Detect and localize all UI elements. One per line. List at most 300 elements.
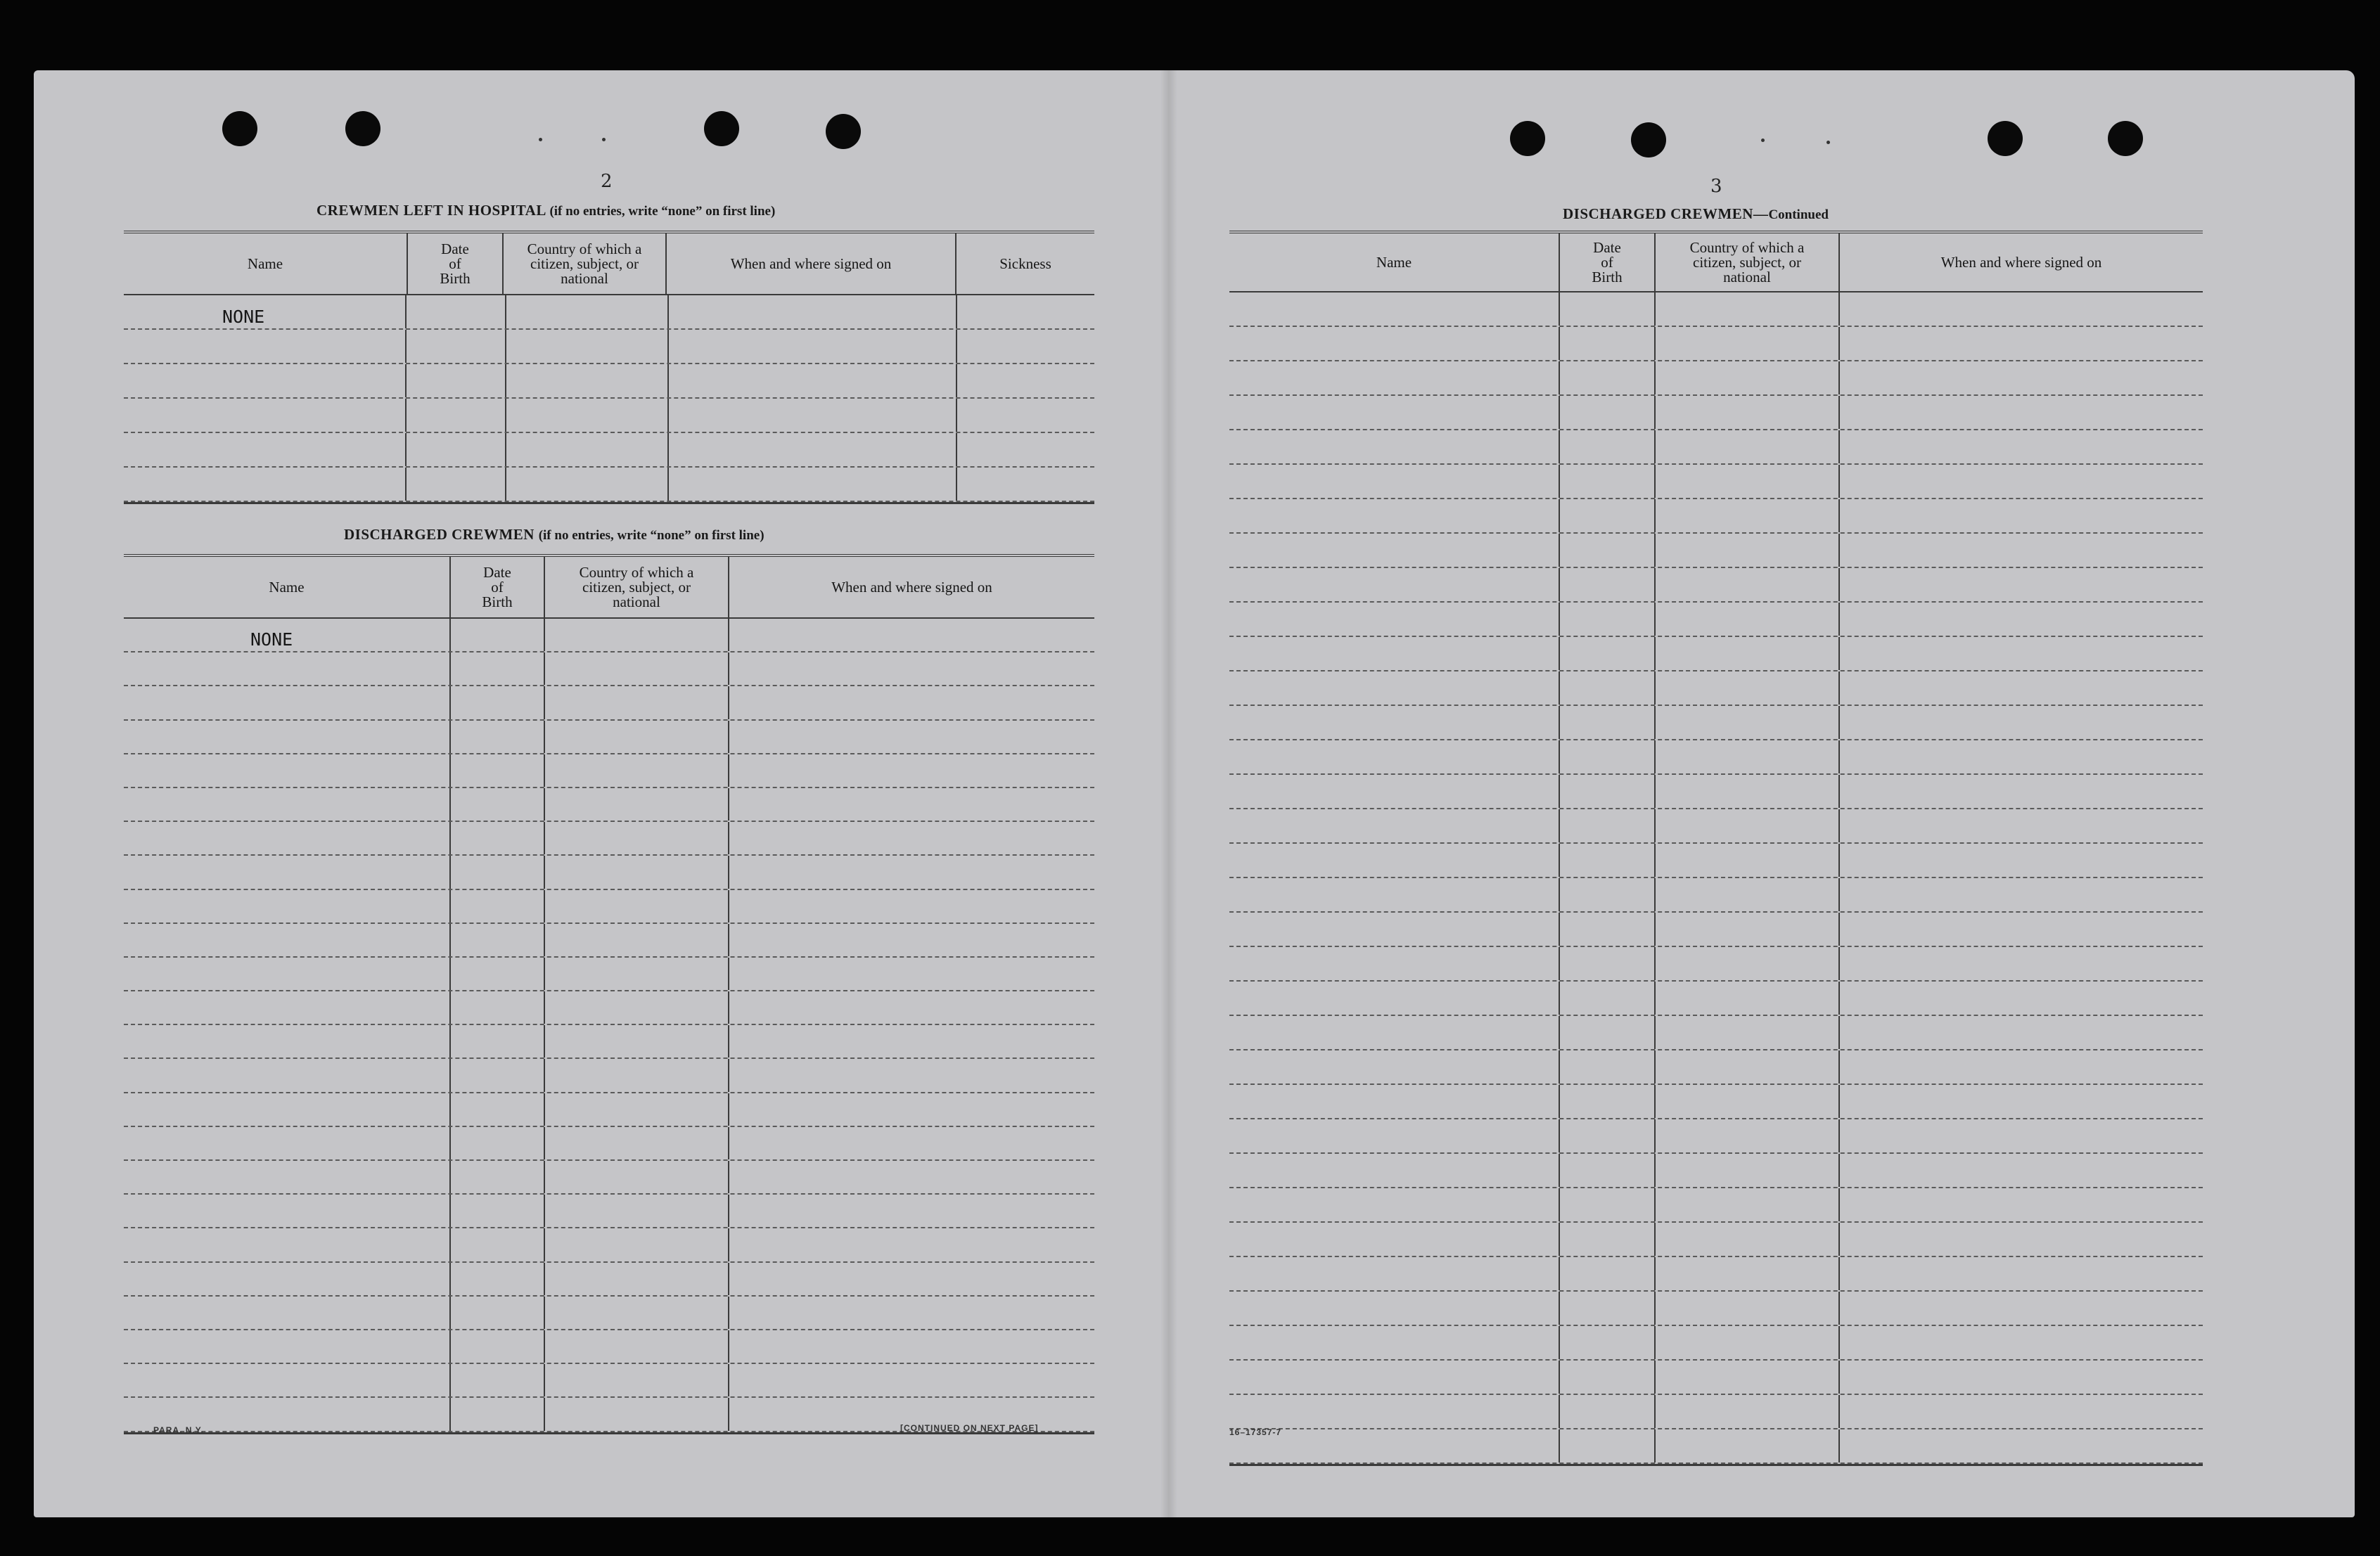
table-cell: [1560, 499, 1656, 532]
table-cell: [124, 890, 451, 922]
table-cell: [1229, 603, 1560, 636]
table-cell: [1229, 740, 1560, 773]
table-cell: [1560, 844, 1656, 877]
table-cell: [124, 958, 451, 990]
table-cell: [1840, 1395, 2203, 1428]
table-cell: [1229, 568, 1560, 601]
table-cell: [1229, 327, 1560, 360]
table-cell: [1656, 1154, 1840, 1187]
table-cell: [1656, 1085, 1840, 1118]
table-cell: [729, 1364, 1094, 1396]
table-cell: [1560, 1361, 1656, 1394]
table-cell: [729, 1059, 1094, 1091]
table-cell: [669, 364, 957, 397]
table-cell: [1840, 430, 2203, 463]
table-cell: [957, 468, 1095, 501]
punch-hole: [704, 111, 739, 146]
table-cell: [1840, 1429, 2203, 1462]
continued-section-title: [1563, 205, 1829, 223]
continued-title-text: DISCHARGED CREWMEN—: [1563, 205, 1769, 222]
table-cell: [1229, 1154, 1560, 1187]
table-row: [1229, 775, 2203, 809]
table-cell: [124, 1025, 451, 1057]
table-cell: [124, 1093, 451, 1126]
table-cell: [124, 991, 451, 1024]
table-cell: [506, 399, 669, 432]
table-cell: [124, 399, 407, 432]
table-cell: [545, 890, 729, 922]
table-cell: [1560, 430, 1656, 463]
table-cell: [1229, 499, 1560, 532]
table-cell: [729, 1161, 1094, 1193]
speck: [1761, 139, 1765, 142]
table-row: [124, 652, 1094, 686]
continued-title-suffix: Continued: [1768, 207, 1829, 222]
table-row: [124, 1364, 1094, 1398]
table-cell: [729, 1228, 1094, 1261]
table-cell: [957, 330, 1095, 363]
table-cell: [1656, 1119, 1840, 1152]
table-cell: [451, 619, 545, 651]
table-row: [1229, 637, 2203, 671]
table-cell: [1229, 878, 1560, 911]
table-cell: [1560, 361, 1656, 394]
table-row: [124, 330, 1094, 364]
table-cell: [124, 468, 407, 501]
table-cell: [729, 686, 1094, 719]
table-cell: [124, 721, 451, 753]
table-cell: [1656, 1050, 1840, 1084]
table-row: [124, 468, 1094, 502]
table-row: [1229, 913, 2203, 947]
table-row: [124, 1263, 1094, 1297]
table-cell: [1560, 671, 1656, 705]
table-cell: [1840, 706, 2203, 739]
table-cell: [1840, 1016, 2203, 1049]
table-row: [1229, 1429, 2203, 1464]
table-cell: [729, 1297, 1094, 1329]
table-cell: [1840, 913, 2203, 946]
table-cell: [545, 1228, 729, 1261]
table-cell: [545, 856, 729, 888]
table-cell: [1840, 1361, 2203, 1394]
table-cell: [729, 652, 1094, 685]
table-cell: [1560, 947, 1656, 980]
table-cell: [1656, 1292, 1840, 1325]
table-cell: [1560, 1154, 1656, 1187]
table-cell: [545, 1161, 729, 1193]
table-cell: [729, 924, 1094, 956]
table-cell: [124, 1228, 451, 1261]
table-cell: [451, 1161, 545, 1193]
table-cell: [1229, 947, 1560, 980]
hospital-title-note: (if no entries, write “none” on first line): [549, 204, 776, 219]
table-cell: [729, 619, 1094, 651]
table-row: [124, 1025, 1094, 1059]
table-cell: [1229, 534, 1560, 567]
column-header-birth: Date of Birth: [1560, 233, 1656, 291]
table-row: [1229, 1188, 2203, 1223]
column-header-name: Name: [124, 233, 408, 294]
table-cell: [545, 652, 729, 685]
speck: [1826, 141, 1830, 144]
table-cell: [124, 1059, 451, 1091]
table-row: [124, 856, 1094, 889]
table-cell: [729, 991, 1094, 1024]
table-cell: [451, 1228, 545, 1261]
table-cell: [124, 1127, 451, 1159]
table-cell: [1656, 913, 1840, 946]
table-row: [1229, 327, 2203, 361]
table-row: [1229, 568, 2203, 603]
table-cell: [1560, 1257, 1656, 1290]
table-cell: [545, 991, 729, 1024]
table-cell: [1560, 603, 1656, 636]
table-cell: [545, 619, 729, 651]
table-row: [124, 295, 1094, 330]
table-cell: [1840, 396, 2203, 429]
table-cell: [545, 924, 729, 956]
punch-hole: [222, 111, 257, 146]
table-cell: [1229, 292, 1560, 326]
table-cell: [451, 1263, 545, 1295]
table-cell: [1560, 465, 1656, 498]
hospital-table: [124, 231, 1094, 504]
table-cell: [1656, 430, 1840, 463]
table-cell: [124, 1263, 451, 1295]
table-cell: [1560, 740, 1656, 773]
table-cell: [729, 788, 1094, 821]
table-cell: [1840, 603, 2203, 636]
table-cell: [1840, 878, 2203, 911]
table-row: [1229, 1050, 2203, 1085]
table-cell: [545, 1364, 729, 1396]
table-row: [124, 991, 1094, 1025]
table-cell: [1229, 1050, 1560, 1084]
punch-hole: [1988, 121, 2023, 156]
column-header-name: Name: [124, 557, 451, 617]
continued-note: [CONTINUED ON NEXT PAGE]: [900, 1423, 1039, 1433]
table-cell: [1840, 361, 2203, 394]
table-row: [1229, 1326, 2203, 1361]
table-cell: [729, 1127, 1094, 1159]
table-row: [124, 1297, 1094, 1330]
table-cell: [957, 433, 1095, 466]
table-cell: [124, 924, 451, 956]
table-cell: [1229, 913, 1560, 946]
table-cell: [729, 856, 1094, 888]
table-cell: [1560, 1119, 1656, 1152]
table-cell: [545, 686, 729, 719]
table-cell: [407, 330, 506, 363]
table-cell: [124, 822, 451, 854]
table-row: [1229, 361, 2203, 396]
table-cell: [407, 364, 506, 397]
table-cell: [1560, 1223, 1656, 1256]
discharged-section-title: [344, 526, 764, 544]
table-cell: [1840, 809, 2203, 842]
table-cell: [1656, 706, 1840, 739]
hospital-title-text: CREWMEN LEFT IN HOSPITAL: [316, 202, 546, 219]
table-cell: [1840, 1223, 2203, 1256]
table-cell: [451, 1195, 545, 1227]
table-cell: [451, 721, 545, 753]
table-cell: [1656, 292, 1840, 326]
table-row: [124, 890, 1094, 924]
table-cell: [1840, 568, 2203, 601]
table-cell: [1840, 1050, 2203, 1084]
table-cell: [124, 1297, 451, 1329]
table-cell: [957, 399, 1095, 432]
table-cell: [124, 754, 451, 787]
table-cell: [1840, 1292, 2203, 1325]
table-cell: [1229, 1257, 1560, 1290]
table-cell: [1229, 430, 1560, 463]
punch-hole: [826, 114, 861, 149]
table-row: [124, 822, 1094, 856]
table-cell: [1656, 603, 1840, 636]
table-row: [1229, 844, 2203, 878]
table-cell: [1229, 637, 1560, 670]
column-header-country: Country of which a citizen, subject, or national: [545, 557, 729, 617]
table-cell: [1560, 1188, 1656, 1221]
table-cell: [545, 1127, 729, 1159]
table-cell: [1229, 671, 1560, 705]
table-cell: [1840, 740, 2203, 773]
table-header: [124, 233, 1094, 295]
table-cell: [1840, 1085, 2203, 1118]
table-cell: [729, 890, 1094, 922]
table-cell: [545, 1297, 729, 1329]
table-cell: [1840, 465, 2203, 498]
table-cell: [669, 330, 957, 363]
table-cell: [506, 468, 669, 501]
table-row: [1229, 499, 2203, 534]
table-header: [1229, 233, 2203, 292]
table-cell: [1840, 1154, 2203, 1187]
table-cell: [124, 652, 451, 685]
punch-hole: [1631, 122, 1666, 157]
table-cell: [545, 822, 729, 854]
table-cell: [1656, 637, 1840, 670]
table-cell: [1229, 844, 1560, 877]
table-cell: [1840, 775, 2203, 808]
table-cell: [1229, 465, 1560, 498]
table-cell: [451, 1025, 545, 1057]
table-cell: [1840, 499, 2203, 532]
table-cell: [1229, 1119, 1560, 1152]
table-cell: [1840, 1188, 2203, 1221]
table-row: [1229, 430, 2203, 465]
table-cell: [1560, 292, 1656, 326]
table-cell: [1656, 465, 1840, 498]
table-row: [124, 399, 1094, 433]
table-cell: [1656, 568, 1840, 601]
table-cell: [451, 1330, 545, 1363]
table-row: [1229, 1119, 2203, 1154]
column-header-signed-on: When and where signed on: [831, 578, 992, 596]
table-cell: [545, 1398, 729, 1430]
table-row: [1229, 878, 2203, 913]
page-fold: [1160, 70, 1177, 1517]
table-cell: [1656, 1361, 1840, 1394]
table-cell: [1656, 1429, 1840, 1462]
table-cell: [1656, 327, 1840, 360]
table-row: [1229, 1361, 2203, 1395]
table-cell: [1560, 396, 1656, 429]
table-cell: [124, 330, 407, 363]
table-cell: [1840, 1257, 2203, 1290]
table-cell: [124, 856, 451, 888]
table-cell: [451, 1093, 545, 1126]
table-cell: [1656, 671, 1840, 705]
form-number: 16–17357-7: [1229, 1427, 1282, 1437]
table-row: [124, 433, 1094, 468]
table-row: [1229, 671, 2203, 706]
table-cell: [1656, 1016, 1840, 1049]
column-header-country: Country of which a citizen, subject, or national: [504, 233, 667, 294]
table-row: [1229, 1395, 2203, 1429]
table-cell: [1229, 1223, 1560, 1256]
table-cell: [124, 686, 451, 719]
table-row: [124, 1228, 1094, 1262]
table-cell: [1560, 637, 1656, 670]
table-row: [124, 788, 1094, 822]
table-cell: [1560, 327, 1656, 360]
table-cell: [1229, 809, 1560, 842]
table-cell: [1560, 1050, 1656, 1084]
table-cell: [1840, 637, 2203, 670]
table-row: [1229, 706, 2203, 740]
table-cell: [124, 788, 451, 821]
table-cell: [451, 754, 545, 787]
table-cell: [451, 822, 545, 854]
table-cell: [1840, 671, 2203, 705]
table-cell: [1560, 913, 1656, 946]
table-cell: [1656, 1257, 1840, 1290]
table-row: [124, 1195, 1094, 1228]
table-cell: [407, 399, 506, 432]
table-row: [124, 364, 1094, 399]
table-cell: [451, 686, 545, 719]
table-cell: [407, 433, 506, 466]
table-cell: [1229, 982, 1560, 1015]
column-header-name: Name: [1229, 233, 1560, 291]
table-cell: [1560, 1326, 1656, 1359]
punch-hole: [2108, 121, 2143, 156]
table-cell: [451, 856, 545, 888]
table-cell: [1560, 1292, 1656, 1325]
table-row: [1229, 1292, 2203, 1326]
table-row: [124, 686, 1094, 720]
table-header: [124, 557, 1094, 619]
table-cell: [451, 924, 545, 956]
table-cell: [124, 1364, 451, 1396]
table-cell: [545, 788, 729, 821]
table-row: [124, 958, 1094, 991]
table-row: [1229, 1154, 2203, 1188]
table-cell: [1229, 1326, 1560, 1359]
table-cell: [1656, 1326, 1840, 1359]
table-cell: [1229, 1292, 1560, 1325]
discharged-table: [124, 554, 1094, 1434]
table-cell: NONE: [124, 295, 407, 328]
table-row: [124, 1330, 1094, 1364]
table-row: [1229, 740, 2203, 775]
table-cell: [1656, 396, 1840, 429]
column-header-birth: Date of Birth: [451, 557, 545, 617]
column-header-country: Country of which a citizen, subject, or national: [1656, 233, 1840, 291]
table-cell: [124, 1195, 451, 1227]
table-cell: [1840, 1326, 2203, 1359]
table-cell: [545, 721, 729, 753]
table-cell: [451, 1398, 545, 1430]
table-cell: [729, 1025, 1094, 1057]
table-cell: [1560, 809, 1656, 842]
table-cell: [1840, 1119, 2203, 1152]
table-cell: [1560, 1429, 1656, 1462]
table-cell: [1656, 534, 1840, 567]
table-cell: [1656, 1188, 1840, 1221]
table-cell: [545, 1263, 729, 1295]
table-cell: [545, 958, 729, 990]
table-cell: [1656, 809, 1840, 842]
table-row: [1229, 947, 2203, 982]
table-cell: [451, 1127, 545, 1159]
table-cell: [1840, 844, 2203, 877]
punch-hole: [1510, 121, 1545, 156]
table-row: [124, 1161, 1094, 1195]
table-cell: [1840, 534, 2203, 567]
table-cell: [1560, 982, 1656, 1015]
table-row: [124, 754, 1094, 788]
table-cell: [1656, 740, 1840, 773]
table-cell: [451, 652, 545, 685]
speck: [602, 138, 606, 141]
table-cell: [729, 1093, 1094, 1126]
table-cell: [729, 822, 1094, 854]
table-cell: [506, 295, 669, 328]
table-cell: [545, 1195, 729, 1227]
punch-hole: [345, 111, 380, 146]
table-row: [1229, 603, 2203, 637]
table-cell: [1229, 1395, 1560, 1428]
page-number-left: 2: [601, 171, 613, 192]
table-row: [1229, 982, 2203, 1016]
table-cell: [451, 890, 545, 922]
table-row: [1229, 1223, 2203, 1257]
column-header-signed-on: When and where signed on: [667, 233, 957, 294]
table-cell: [1560, 534, 1656, 567]
table-cell: [451, 788, 545, 821]
table-cell: [729, 721, 1094, 753]
table-cell: [545, 1093, 729, 1126]
table-cell: [1656, 775, 1840, 808]
table-cell: [1229, 1016, 1560, 1049]
column-header-signed-on: When and where signed on: [1940, 253, 2102, 271]
table-row: [124, 619, 1094, 652]
table-cell: [407, 295, 506, 328]
table-cell: [1229, 1188, 1560, 1221]
page-number-right: 3: [1710, 176, 1722, 197]
table-cell: [729, 1195, 1094, 1227]
table-cell: [1229, 775, 1560, 808]
table-row: [1229, 292, 2203, 327]
column-header-sickness: Sickness: [999, 255, 1051, 272]
table-cell: [1560, 775, 1656, 808]
table-cell: [451, 1059, 545, 1091]
table-cell: [1840, 327, 2203, 360]
